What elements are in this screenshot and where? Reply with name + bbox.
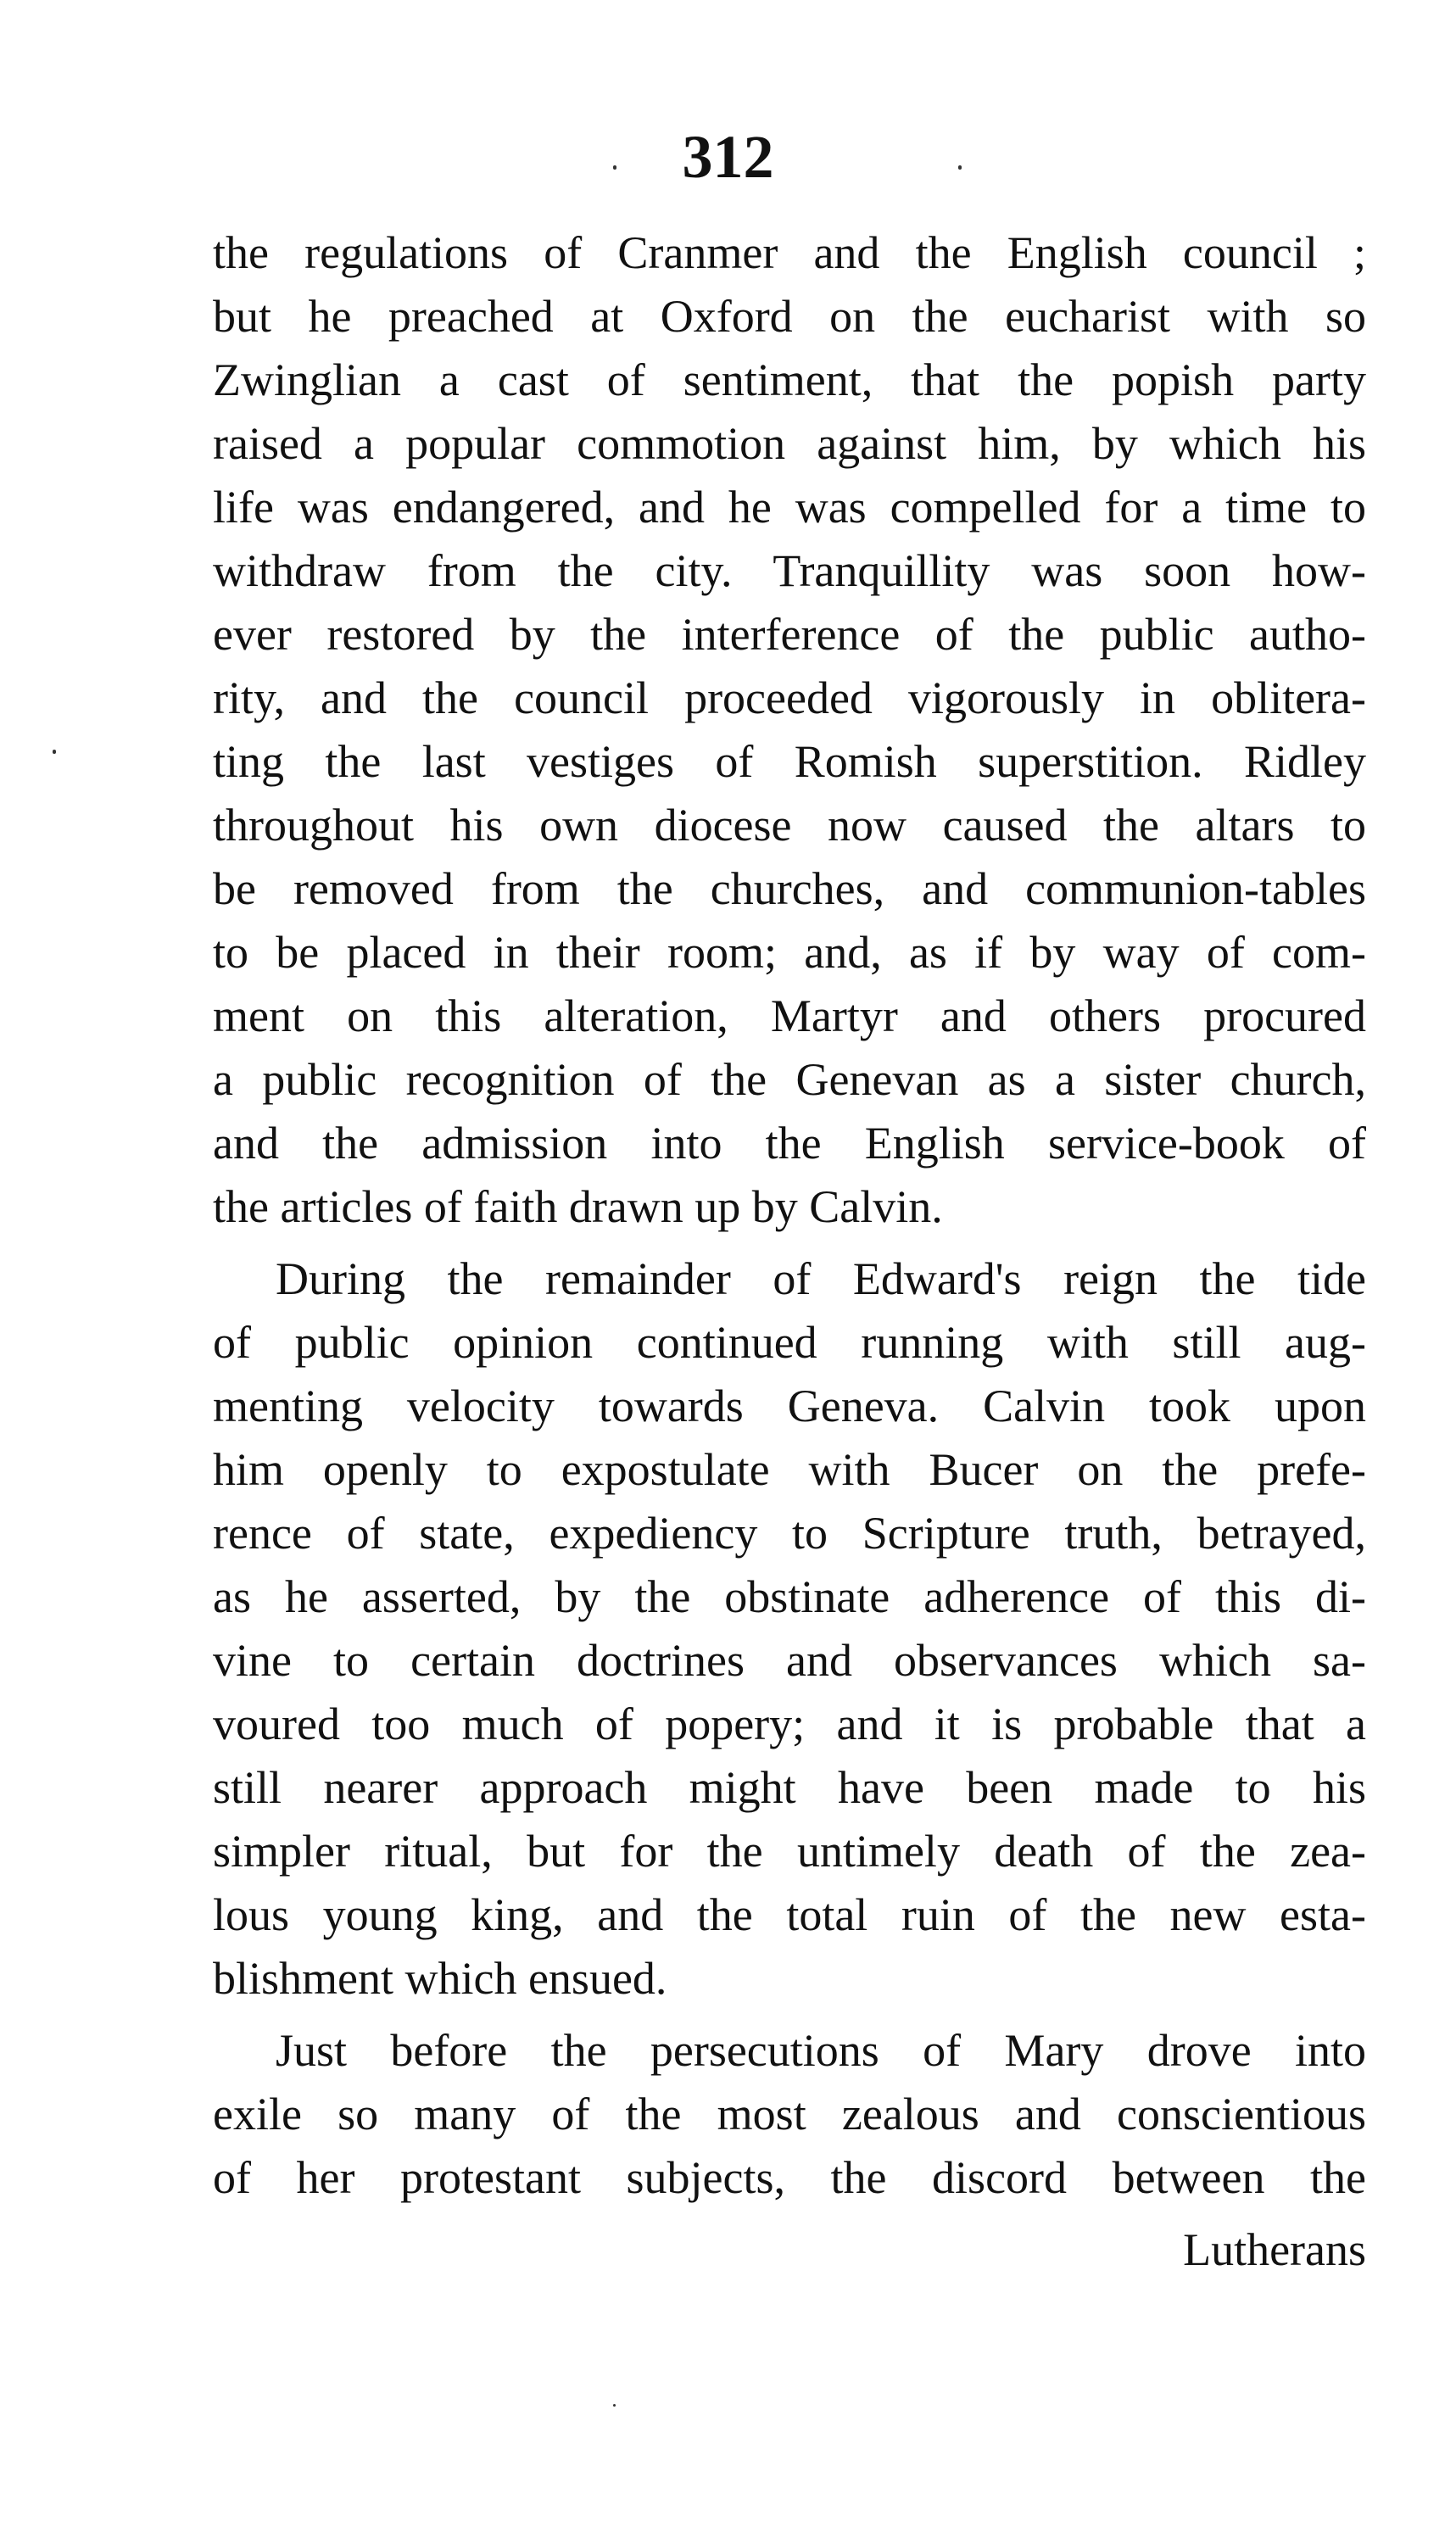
page-number: 312 (682, 123, 774, 191)
text-line: menting velocity towards Geneva. Calvin took upon (213, 1381, 1366, 1431)
text-line: of public opinion continued running with still aug- (213, 1317, 1366, 1368)
text-line: rity, and the council proceeded vigorously in oblitera- (213, 672, 1366, 723)
text-line: still nearer approach might have been made to his (213, 1762, 1366, 1813)
text-line: ment on this alteration, Martyr and others procured (213, 990, 1366, 1041)
print-speck (53, 750, 56, 754)
text-line: withdraw from the city. Tranquillity was soon how- (213, 545, 1366, 596)
text-line: Just before the persecutions of Mary drove into (276, 2025, 1366, 2076)
text-line: the regulations of Cranmer and the English council ; (213, 227, 1366, 278)
text-line: exile so many of the most zealous and conscientious (213, 2089, 1366, 2139)
print-speck (613, 2404, 616, 2407)
text-line: and the admission into the English service-book of (213, 1118, 1366, 1169)
paragraph (213, 2019, 1366, 2210)
text-line: simpler ritual, but for the untimely death of the zea- (213, 1826, 1366, 1877)
text-line: ting the last vestiges of Romish superstition. Ridley (213, 736, 1366, 787)
text-line: life was endangered, and he was compelled for a time to (213, 482, 1366, 533)
text-line: to be placed in their room; and, as if by way of com- (213, 927, 1366, 978)
paragraph (213, 1247, 1366, 2011)
text-line: raised a popular commotion against him, by which his (213, 418, 1366, 469)
page-body (213, 221, 1366, 2282)
text-line: be removed from the churches, and communion-tables (213, 863, 1366, 914)
text-line: as he asserted, by the obstinate adherence of this di- (213, 1571, 1366, 1622)
paragraph (213, 221, 1366, 1239)
text-line: the articles of faith drawn up by Calvin. (213, 1181, 943, 1232)
text-line: blishment which ensued. (213, 1953, 667, 2004)
text-line: ever restored by the interference of the public autho- (213, 609, 1366, 660)
text-line: rence of state, expediency to Scripture truth, betrayed, (213, 1508, 1366, 1559)
text-line: vine to certain doctrines and observances which sa- (213, 1635, 1366, 1686)
text-line: throughout his own diocese now caused the altars to (213, 800, 1366, 851)
text-line: him openly to expostulate with Bucer on the prefe- (213, 1444, 1366, 1495)
text-line: Zwinglian a cast of sentiment, that the popish party (213, 354, 1366, 405)
text-line: During the remainder of Edward's reign the tide (276, 1253, 1366, 1304)
text-line: but he preached at Oxford on the eucharist with so (213, 291, 1366, 342)
text-line: voured too much of popery; and it is probable that a (213, 1699, 1366, 1749)
text-line: lous young king, and the total ruin of the new esta- (213, 1889, 1366, 1940)
text-line: of her protestant subjects, the discord between the (213, 2152, 1366, 2203)
catchword: Lutherans (1183, 2224, 1366, 2275)
text-line: a public recognition of the Genevan as a sister church, (213, 1054, 1366, 1105)
